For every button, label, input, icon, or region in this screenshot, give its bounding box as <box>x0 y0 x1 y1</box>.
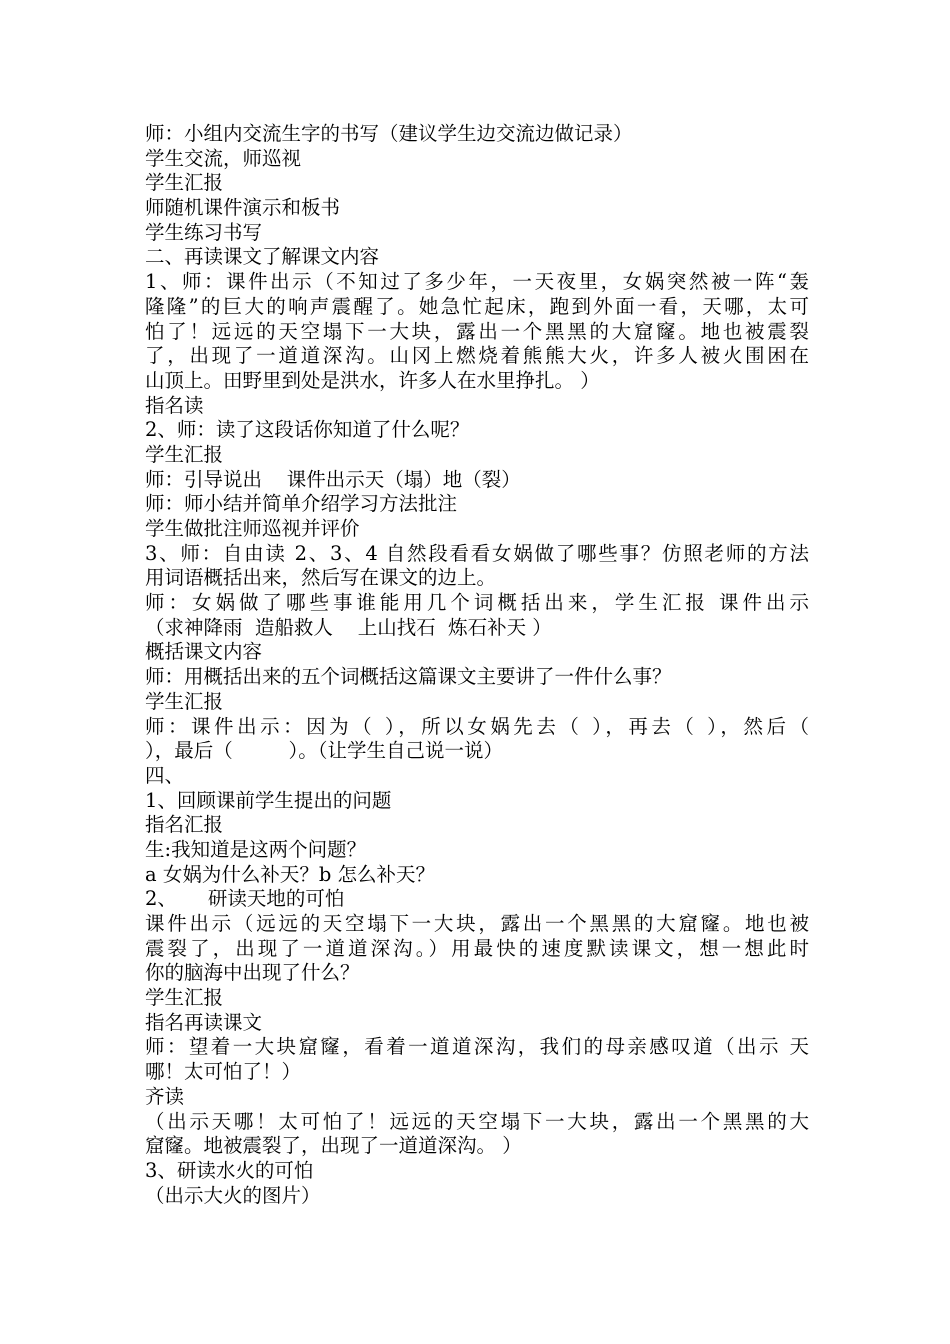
text-line: 师：小组内交流生字的书写（建议学生边交流边做记录） <box>145 122 633 145</box>
document-body <box>145 122 809 1208</box>
text-line: 窟窿。地被震裂了，出现了一道道深沟。 ） <box>145 1134 522 1158</box>
text-line: 指名汇报 <box>145 813 224 837</box>
text-line: 学生汇报 <box>145 986 224 1010</box>
section-heading: 四、 <box>145 763 185 787</box>
text-line: 山顶上。田野里到处是洪水，许多人在水里挣扎。 ） <box>145 368 600 392</box>
text-line: 2、 研读天地的可怕 <box>145 887 345 911</box>
text-line: 震裂了，出现了一道道深沟。）用最快的速度默读课文，想一想此时 <box>145 936 809 960</box>
text-line: （求神降雨 造船救人 上山找石 炼石补天 ） <box>145 615 552 639</box>
text-line: 师：师小结并简单介绍学习方法批注 <box>145 492 458 516</box>
text-line: 师：用概括出来的五个词概括这篇课文主要讲了一件什么事？ <box>145 665 672 689</box>
text-line: 了，出现了一道道深沟。山冈上燃烧着熊熊大火，许多人被火围困在 <box>145 344 809 368</box>
text-line: 3、研读水火的可怕 <box>145 1158 314 1182</box>
text-line: a 女娲为什么补天？b 怎么补天？ <box>145 862 436 886</box>
text-line: 师：女娲做了哪些事谁能用几个词概括出来，学生汇报 课件出示 <box>145 591 809 615</box>
text-line: 1、回顾课前学生提出的问题 <box>145 788 392 812</box>
text-line: 齐读 <box>145 1084 185 1108</box>
text-line: 学生汇报 <box>145 171 224 195</box>
text-line: 师随机课件演示和板书 <box>145 196 341 220</box>
section-heading: 二、再读课文了解课文内容 <box>145 245 380 269</box>
text-line: 师：引导说出 课件出示天（塌）地（裂） <box>145 467 521 491</box>
text-line: 学生汇报 <box>145 689 224 713</box>
text-line: 生:我知道是这两个问题？ <box>145 837 367 861</box>
text-line: 怕了！远远的天空塌下一大块，露出一个黑黑的大窟窿。地也被震裂 <box>145 319 809 343</box>
text-line: 哪！太可怕了！） <box>145 1060 302 1084</box>
text-line: 学生练习书写 <box>145 220 263 244</box>
text-line: 1、师：课件出示（不知过了多少年，一天夜里，女娲突然被一阵“轰 <box>145 270 809 294</box>
text-line: 指名读 <box>145 393 204 417</box>
text-line: （出示天哪！太可怕了！远远的天空塌下一大块，露出一个黑黑的大 <box>145 1109 809 1133</box>
text-line: 概括课文内容 <box>145 640 263 664</box>
text-line: 师：望着一大块窟窿，看着一道道深沟，我们的母亲感叹道（出示 天 <box>145 1035 809 1059</box>
text-line: ），最后（ ）。（让学生自己说一说） <box>145 739 504 763</box>
text-line: 2、师：读了这段话你知道了什么呢？ <box>145 418 470 442</box>
text-line: （出示大火的图片） <box>145 1183 321 1207</box>
text-line: 你的脑海中出现了什么？ <box>145 961 360 985</box>
text-line: 学生汇报 <box>145 442 224 466</box>
text-line: 隆隆”的巨大的响声震醒了。她急忙起床，跑到外面一看，天哪，太可 <box>145 294 809 318</box>
text-line: 师：课件出示：因为（ ），所以女娲先去（ ），再去（ ），然后（ <box>145 714 809 738</box>
text-line: 课件出示（远远的天空塌下一大块，露出一个黑黑的大窟窿。地也被 <box>145 912 809 935</box>
text-line: 学生做批注师巡视并评价 <box>145 517 360 540</box>
text-line: 3、师：自由读 2、3、4 自然段看看女娲做了哪些事？仿照老师的方法 <box>145 541 809 565</box>
text-line: 学生交流，师巡视 <box>145 146 302 170</box>
text-line: 用词语概括出来，然后写在课文的边上。 <box>145 566 497 590</box>
text-line: 指名再读课文 <box>145 1010 263 1034</box>
